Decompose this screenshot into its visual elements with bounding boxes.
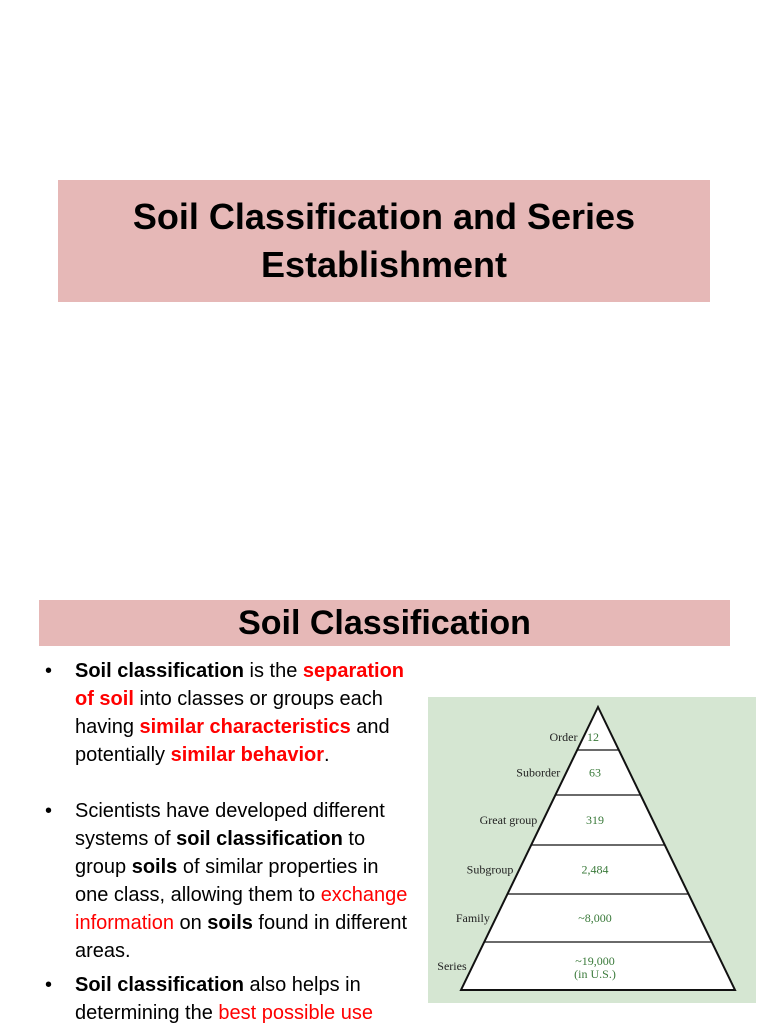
bullet-item <box>45 971 415 1024</box>
bullet-text-segment: separation of soil <box>75 660 405 710</box>
pyramid-tier-value: 2,484 <box>581 862 609 877</box>
bullet-text-segment: Soil classification <box>75 974 244 996</box>
bullet-text-segment: similar behavior <box>170 744 325 766</box>
bullet-text-segment: and potentially <box>75 716 390 766</box>
bullet-text-segment: found in different areas. <box>75 912 408 962</box>
pyramid-tier-label: Great group <box>479 813 538 827</box>
pyramid-tier-value: ~8,000 <box>578 911 612 925</box>
bullet-text-segment: on <box>173 912 208 934</box>
bullet-text-segment: similar characteristics <box>139 716 351 738</box>
pyramid-tier-label: Subgroup <box>466 862 514 877</box>
bullet-item <box>45 797 415 965</box>
section-banner <box>39 600 730 646</box>
bullet-text-segment: into classes or groups each having <box>75 688 383 738</box>
bullet-text-segment: soil classification <box>176 828 343 850</box>
pyramid-tier-label: Series <box>437 959 467 973</box>
pyramid-tier-note: (in U.S.) <box>574 967 616 981</box>
classification-pyramid-figure <box>428 697 756 1003</box>
section-title: Soil Classification <box>238 604 531 642</box>
pyramid-tier-label: Family <box>455 911 490 925</box>
pyramid-tier-value: 63 <box>589 765 601 780</box>
bullet-text-segment: . <box>324 744 330 766</box>
pyramid-tier-value: 319 <box>586 813 604 827</box>
bullet-text-segment: to group <box>75 828 366 878</box>
slide-title: Soil Classification and Series Establishment <box>132 196 636 285</box>
bullet-text-segment: soils <box>131 856 178 878</box>
bullet-text-segment: Soil classification <box>75 660 244 682</box>
bullet-text-segment: Scientists have developed different systems of <box>75 800 385 850</box>
pyramid-tier-label: Suborder <box>516 765 561 780</box>
bullet-text-segment: best possible use <box>218 1002 373 1024</box>
bullet-marker: • <box>45 660 53 682</box>
bullet-text-segment: also helps in determining the <box>75 974 361 1024</box>
bullet-item <box>45 657 415 769</box>
pyramid-tier-label: Order <box>549 730 578 744</box>
title-banner <box>58 180 710 302</box>
bullet-marker: • <box>45 974 53 996</box>
bullet-text-segment: is the <box>243 660 303 682</box>
pyramid-tier-value: 12 <box>587 730 599 744</box>
bullet-text-segment: soils <box>207 912 253 934</box>
bullet-text-segment: of similar properties in one class, allowing them to <box>75 856 379 906</box>
bullet-list <box>45 657 415 1024</box>
pyramid-diagram <box>428 697 756 1003</box>
pyramid-tier-value: ~19,000 <box>575 954 615 968</box>
bullet-text-segment: exchange information <box>75 884 408 934</box>
bullet-marker: • <box>45 800 53 822</box>
